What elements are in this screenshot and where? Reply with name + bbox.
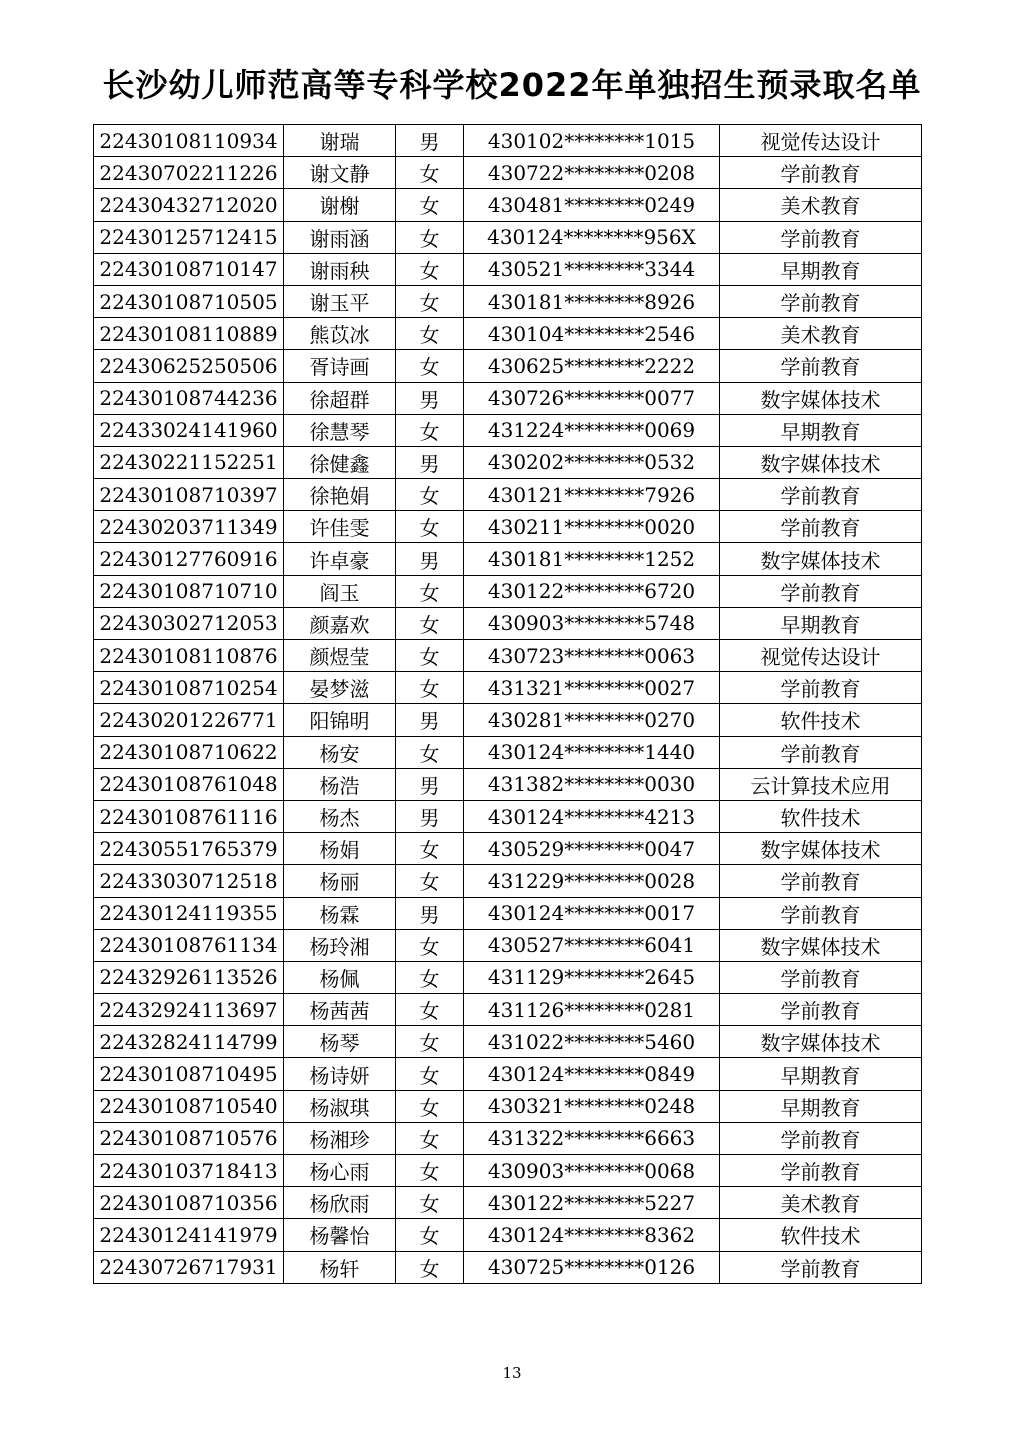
table-row	[94, 414, 922, 446]
gender-cell: 女	[396, 929, 464, 961]
major-cell: 学前教育	[720, 1251, 922, 1283]
major-cell: 美术教育	[720, 318, 922, 350]
major-cell: 美术教育	[720, 1187, 922, 1219]
major-cell: 视觉传达设计	[720, 640, 922, 672]
student-name-cell: 许佳雯	[284, 511, 396, 543]
table-row	[94, 607, 922, 639]
gender-cell: 女	[396, 1090, 464, 1122]
admission-table	[93, 124, 922, 1284]
table-row	[94, 640, 922, 672]
major-cell: 早期教育	[720, 253, 922, 285]
id-card-cell: 430725********0126	[464, 1251, 720, 1283]
gender-cell: 女	[396, 414, 464, 446]
table-row	[94, 253, 922, 285]
table-row	[94, 1155, 922, 1187]
exam-id-cell: 22430551765379	[94, 833, 284, 865]
table-row	[94, 543, 922, 575]
student-name-cell: 杨玲湘	[284, 929, 396, 961]
student-name-cell: 熊苡冰	[284, 318, 396, 350]
major-cell: 云计算技术应用	[720, 768, 922, 800]
id-card-cell: 430181********1252	[464, 543, 720, 575]
gender-cell: 女	[396, 1122, 464, 1154]
table-row	[94, 479, 922, 511]
table-row	[94, 350, 922, 382]
exam-id-cell: 22430108710540	[94, 1090, 284, 1122]
student-name-cell: 杨湘珍	[284, 1122, 396, 1154]
page-title: 长沙幼儿师范高等专科学校2022年单独招生预录取名单	[102, 66, 922, 104]
major-cell: 软件技术	[720, 1219, 922, 1251]
exam-id-cell: 22430108744236	[94, 382, 284, 414]
major-cell: 学前教育	[720, 511, 922, 543]
id-card-cell: 430102********1015	[464, 125, 720, 157]
gender-cell: 女	[396, 672, 464, 704]
id-card-cell: 431229********0028	[464, 865, 720, 897]
student-name-cell: 杨佩	[284, 961, 396, 993]
student-name-cell: 谢榭	[284, 189, 396, 221]
page-number: 13	[502, 1364, 522, 1382]
table-row	[94, 704, 922, 736]
table-row	[94, 382, 922, 414]
student-name-cell: 杨霖	[284, 897, 396, 929]
table-row	[94, 1090, 922, 1122]
table-row	[94, 833, 922, 865]
id-card-cell: 430722********0208	[464, 157, 720, 189]
exam-id-cell: 22430726717931	[94, 1251, 284, 1283]
major-cell: 数字媒体技术	[720, 929, 922, 961]
gender-cell: 女	[396, 833, 464, 865]
major-cell: 学前教育	[720, 736, 922, 768]
id-card-cell: 430903********0068	[464, 1155, 720, 1187]
exam-id-cell: 22430108710147	[94, 253, 284, 285]
table-row	[94, 1219, 922, 1251]
table-row	[94, 189, 922, 221]
major-cell: 数字媒体技术	[720, 1026, 922, 1058]
id-card-cell: 430521********3344	[464, 253, 720, 285]
table-row	[94, 1026, 922, 1058]
id-card-cell: 431382********0030	[464, 768, 720, 800]
id-card-cell: 430124********8362	[464, 1219, 720, 1251]
exam-id-cell: 22430302712053	[94, 607, 284, 639]
gender-cell: 女	[396, 318, 464, 350]
gender-cell: 男	[396, 704, 464, 736]
major-cell: 软件技术	[720, 800, 922, 832]
exam-id-cell: 22430108710495	[94, 1058, 284, 1090]
gender-cell: 女	[396, 640, 464, 672]
id-card-cell: 431126********0281	[464, 994, 720, 1026]
id-card-cell: 430202********0532	[464, 446, 720, 478]
student-name-cell: 杨杰	[284, 800, 396, 832]
id-card-cell: 430481********0249	[464, 189, 720, 221]
major-cell: 美术教育	[720, 189, 922, 221]
table-row	[94, 672, 922, 704]
table-row	[94, 1058, 922, 1090]
major-cell: 学前教育	[720, 897, 922, 929]
student-name-cell: 杨安	[284, 736, 396, 768]
major-cell: 学前教育	[720, 157, 922, 189]
exam-id-cell: 22432926113526	[94, 961, 284, 993]
exam-id-cell: 22430108110934	[94, 125, 284, 157]
table-row	[94, 285, 922, 317]
table-row	[94, 897, 922, 929]
exam-id-cell: 22430221152251	[94, 446, 284, 478]
gender-cell: 女	[396, 1187, 464, 1219]
gender-cell: 女	[396, 253, 464, 285]
gender-cell: 女	[396, 285, 464, 317]
id-card-cell: 430527********6041	[464, 929, 720, 961]
student-name-cell: 许卓豪	[284, 543, 396, 575]
id-card-cell: 430124********0849	[464, 1058, 720, 1090]
table-row	[94, 1122, 922, 1154]
exam-id-cell: 22430108710397	[94, 479, 284, 511]
student-name-cell: 徐艳娟	[284, 479, 396, 511]
major-cell: 数字媒体技术	[720, 446, 922, 478]
student-name-cell: 杨淑琪	[284, 1090, 396, 1122]
exam-id-cell: 22430108710356	[94, 1187, 284, 1219]
gender-cell: 女	[396, 511, 464, 543]
gender-cell: 女	[396, 736, 464, 768]
exam-id-cell: 22430201226771	[94, 704, 284, 736]
major-cell: 学前教育	[720, 350, 922, 382]
exam-id-cell: 22430432712020	[94, 189, 284, 221]
table-row	[94, 994, 922, 1026]
gender-cell: 女	[396, 1219, 464, 1251]
student-name-cell: 胥诗画	[284, 350, 396, 382]
student-name-cell: 杨诗妍	[284, 1058, 396, 1090]
exam-id-cell: 22432824114799	[94, 1026, 284, 1058]
student-name-cell: 杨馨怡	[284, 1219, 396, 1251]
major-cell: 学前教育	[720, 479, 922, 511]
major-cell: 早期教育	[720, 607, 922, 639]
major-cell: 学前教育	[720, 994, 922, 1026]
student-name-cell: 谢瑞	[284, 125, 396, 157]
student-name-cell: 杨茜茜	[284, 994, 396, 1026]
id-card-cell: 430211********0020	[464, 511, 720, 543]
table-row	[94, 1187, 922, 1219]
id-card-cell: 431321********0027	[464, 672, 720, 704]
student-name-cell: 杨心雨	[284, 1155, 396, 1187]
gender-cell: 女	[396, 1058, 464, 1090]
id-card-cell: 430124********1440	[464, 736, 720, 768]
gender-cell: 女	[396, 1155, 464, 1187]
gender-cell: 男	[396, 768, 464, 800]
gender-cell: 女	[396, 479, 464, 511]
student-name-cell: 杨琴	[284, 1026, 396, 1058]
gender-cell: 男	[396, 543, 464, 575]
gender-cell: 女	[396, 189, 464, 221]
id-card-cell: 431129********2645	[464, 961, 720, 993]
student-name-cell: 谢雨秧	[284, 253, 396, 285]
major-cell: 学前教育	[720, 672, 922, 704]
student-name-cell: 阳锦明	[284, 704, 396, 736]
table-row	[94, 961, 922, 993]
id-card-cell: 430903********5748	[464, 607, 720, 639]
table-row	[94, 157, 922, 189]
exam-id-cell: 22430108110889	[94, 318, 284, 350]
exam-id-cell: 22430108710505	[94, 285, 284, 317]
student-name-cell: 杨丽	[284, 865, 396, 897]
exam-id-cell: 22432924113697	[94, 994, 284, 1026]
table-row	[94, 575, 922, 607]
major-cell: 学前教育	[720, 1155, 922, 1187]
major-cell: 数字媒体技术	[720, 833, 922, 865]
student-name-cell: 阎玉	[284, 575, 396, 607]
id-card-cell: 430723********0063	[464, 640, 720, 672]
major-cell: 学前教育	[720, 1122, 922, 1154]
table-row	[94, 1251, 922, 1283]
major-cell: 数字媒体技术	[720, 382, 922, 414]
table-row	[94, 446, 922, 478]
id-card-cell: 430122********5227	[464, 1187, 720, 1219]
exam-id-cell: 22430124119355	[94, 897, 284, 929]
gender-cell: 男	[396, 382, 464, 414]
id-card-cell: 430281********0270	[464, 704, 720, 736]
student-name-cell: 颜煜莹	[284, 640, 396, 672]
table-row	[94, 865, 922, 897]
gender-cell: 女	[396, 157, 464, 189]
student-name-cell: 杨欣雨	[284, 1187, 396, 1219]
exam-id-cell: 22430103718413	[94, 1155, 284, 1187]
major-cell: 学前教育	[720, 221, 922, 253]
id-card-cell: 430124********4213	[464, 800, 720, 832]
exam-id-cell: 22430108761116	[94, 800, 284, 832]
gender-cell: 女	[396, 1026, 464, 1058]
student-name-cell: 谢文静	[284, 157, 396, 189]
major-cell: 早期教育	[720, 1058, 922, 1090]
major-cell: 软件技术	[720, 704, 922, 736]
table-row	[94, 929, 922, 961]
gender-cell: 女	[396, 865, 464, 897]
table-row	[94, 125, 922, 157]
exam-id-cell: 22430108761134	[94, 929, 284, 961]
gender-cell: 女	[396, 350, 464, 382]
gender-cell: 男	[396, 800, 464, 832]
table-row	[94, 511, 922, 543]
table-row	[94, 318, 922, 350]
exam-id-cell: 22430108710710	[94, 575, 284, 607]
student-name-cell: 杨轩	[284, 1251, 396, 1283]
exam-id-cell: 22430108761048	[94, 768, 284, 800]
major-cell: 早期教育	[720, 1090, 922, 1122]
student-name-cell: 杨浩	[284, 768, 396, 800]
exam-id-cell: 22430625250506	[94, 350, 284, 382]
student-name-cell: 谢玉平	[284, 285, 396, 317]
gender-cell: 女	[396, 575, 464, 607]
id-card-cell: 430122********6720	[464, 575, 720, 607]
exam-id-cell: 22430127760916	[94, 543, 284, 575]
exam-id-cell: 22430108710254	[94, 672, 284, 704]
id-card-cell: 430321********0248	[464, 1090, 720, 1122]
major-cell: 学前教育	[720, 865, 922, 897]
gender-cell: 女	[396, 607, 464, 639]
table-row	[94, 221, 922, 253]
gender-cell: 男	[396, 446, 464, 478]
major-cell: 学前教育	[720, 285, 922, 317]
exam-id-cell: 22430108710622	[94, 736, 284, 768]
major-cell: 数字媒体技术	[720, 543, 922, 575]
gender-cell: 女	[396, 994, 464, 1026]
id-card-cell: 431322********6663	[464, 1122, 720, 1154]
student-name-cell: 徐超群	[284, 382, 396, 414]
gender-cell: 女	[396, 961, 464, 993]
id-card-cell: 431224********0069	[464, 414, 720, 446]
major-cell: 早期教育	[720, 414, 922, 446]
gender-cell: 女	[396, 1251, 464, 1283]
exam-id-cell: 22433030712518	[94, 865, 284, 897]
student-name-cell: 晏梦滋	[284, 672, 396, 704]
table-row	[94, 800, 922, 832]
exam-id-cell: 22430203711349	[94, 511, 284, 543]
gender-cell: 男	[396, 125, 464, 157]
exam-id-cell: 22430124141979	[94, 1219, 284, 1251]
major-cell: 学前教育	[720, 961, 922, 993]
id-card-cell: 430124********956X	[464, 221, 720, 253]
exam-id-cell: 22433024141960	[94, 414, 284, 446]
id-card-cell: 430726********0077	[464, 382, 720, 414]
student-name-cell: 谢雨涵	[284, 221, 396, 253]
exam-id-cell: 22430702211226	[94, 157, 284, 189]
major-cell: 视觉传达设计	[720, 125, 922, 157]
student-name-cell: 徐慧琴	[284, 414, 396, 446]
id-card-cell: 430625********2222	[464, 350, 720, 382]
table-row	[94, 768, 922, 800]
gender-cell: 男	[396, 897, 464, 929]
major-cell: 学前教育	[720, 575, 922, 607]
student-name-cell: 杨娟	[284, 833, 396, 865]
id-card-cell: 430529********0047	[464, 833, 720, 865]
id-card-cell: 430104********2546	[464, 318, 720, 350]
id-card-cell: 430181********8926	[464, 285, 720, 317]
id-card-cell: 430121********7926	[464, 479, 720, 511]
table-row	[94, 736, 922, 768]
admission-table-body	[94, 125, 922, 1284]
exam-id-cell: 22430108110876	[94, 640, 284, 672]
exam-id-cell: 22430125712415	[94, 221, 284, 253]
student-name-cell: 颜嘉欢	[284, 607, 396, 639]
student-name-cell: 徐健鑫	[284, 446, 396, 478]
id-card-cell: 431022********5460	[464, 1026, 720, 1058]
gender-cell: 女	[396, 221, 464, 253]
exam-id-cell: 22430108710576	[94, 1122, 284, 1154]
id-card-cell: 430124********0017	[464, 897, 720, 929]
